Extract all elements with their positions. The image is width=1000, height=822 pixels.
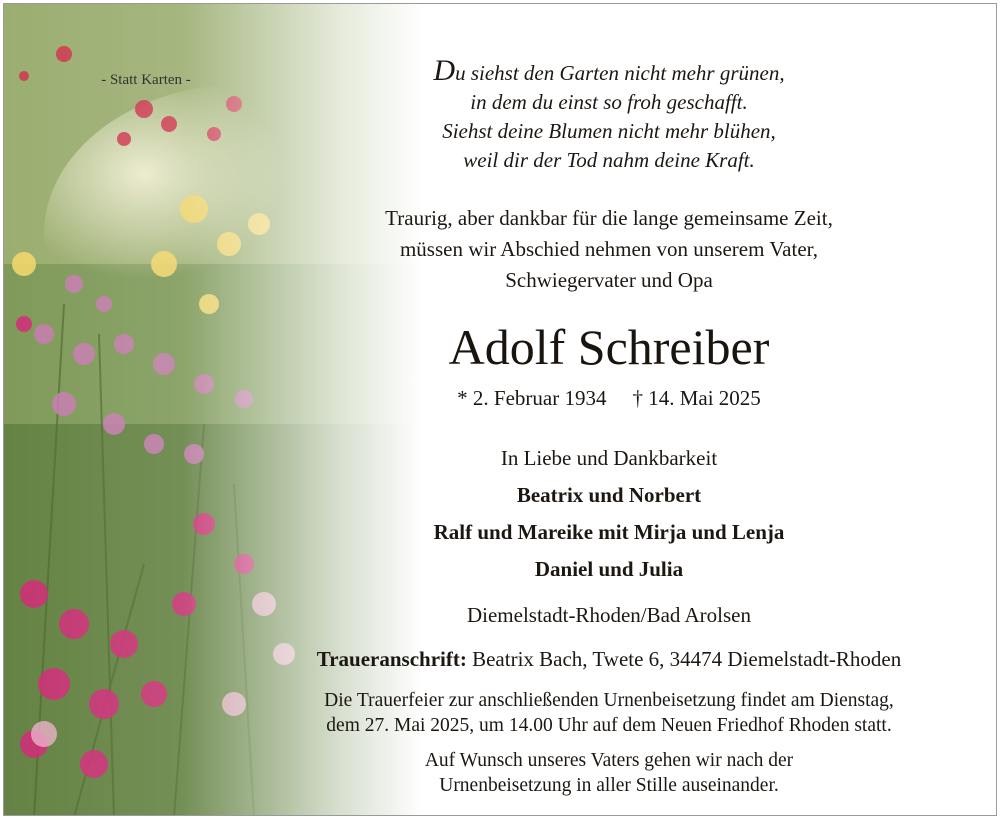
wish-line-2: Urnenbeisetzung in aller Stille auseinander. [439, 775, 779, 796]
ceremony-info [259, 688, 959, 738]
family-name: Beatrix und Norbert [516, 483, 702, 507]
family-name: Daniel und Julia [534, 557, 684, 581]
wish-line-1: Auf Wunsch unseres Vaters gehen wir nach der [424, 750, 794, 771]
place: Diemelstadt-Rhoden/Bad Arolsen [466, 603, 752, 627]
death-date: † 14. Mai 2025 [632, 386, 761, 410]
birth-date: * 2. Februar 1934 [457, 386, 607, 410]
intro-text [259, 203, 959, 296]
poem [259, 56, 959, 175]
family-name: Ralf und Mareike mit Mirja und Lenja [433, 520, 785, 544]
obituary-card [3, 3, 997, 816]
poem-line-4: weil dir der Tod nahm deine Kraft. [463, 148, 755, 172]
family-intro: In Liebe und Dankbarkeit [500, 446, 718, 470]
statt-karten-note: - Statt Karten - [101, 72, 191, 88]
poem-line-1-rest: u siehst den Garten nicht mehr grünen, [455, 61, 785, 85]
poem-line-3: Siehst deine Blumen nicht mehr blühen, [442, 119, 776, 143]
poem-line-1 [259, 56, 959, 88]
family-block [259, 440, 959, 588]
poem-dropcap: D [433, 54, 456, 87]
ceremony-line-2: dem 27. Mai 2025, um 14.00 Uhr auf dem Neuen Friedhof Rhoden statt. [326, 715, 892, 736]
address-value: Beatrix Bach, Twete 6, 34474 Diemelstadt-Rhoden [466, 647, 902, 671]
wish-info [259, 748, 959, 798]
intro-line-1: Traurig, aber dankbar für die lange gemeinsame Zeit, [385, 206, 833, 230]
deceased-name: Adolf Schreiber [448, 319, 770, 375]
intro-line-2: müssen wir Abschied nehmen von unserem Vater, [399, 237, 819, 261]
address-label: Traueranschrift: [316, 647, 467, 671]
mourning-address [259, 645, 959, 673]
intro-line-3: Schwiegervater und Opa [505, 268, 713, 292]
ceremony-line-1: Die Trauerfeier zur anschließenden Urnenbeisetzung findet am Dienstag, [324, 690, 894, 711]
poem-line-2: in dem du einst so froh geschafft. [470, 90, 748, 114]
life-dates [259, 384, 959, 412]
